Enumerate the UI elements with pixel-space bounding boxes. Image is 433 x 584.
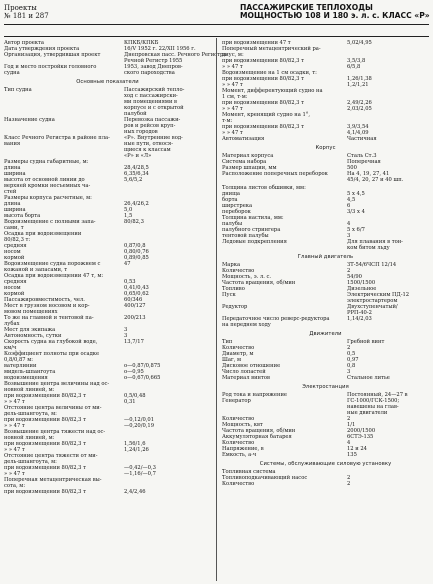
spec-label: Передаточное число реверс-редуктора [222,316,330,322]
spec-row [222,245,429,251]
spec-value: 60/346 [124,297,143,303]
spec-value: 135 [347,452,357,458]
spec-value: 5 х 4,5 [347,191,365,197]
spec-label: судна [4,70,20,76]
spec-label: палубы [222,221,243,227]
spec-label: Топливная система [222,469,276,475]
spec-value: 1,24/1,26 [124,447,149,453]
spec-value: ров и рейсов круп- [124,123,176,129]
spec-value: «Р». Внутренние вод- [124,135,183,141]
spec-label: Мощность, квт [222,422,263,428]
spec-value: На 4, 19, 27, 41 [347,171,390,177]
spec-label: Мест в грузном носовом и кор- [4,303,90,309]
spec-label: Расположение поперечных переборок [222,171,328,177]
spec-label: длина [4,201,21,207]
spec-label: Коэффициент полноты при осадке [4,351,100,357]
column-divider [216,38,217,581]
spec-label: Размеры корпуса расчетные, м: [4,195,92,201]
spec-label: водоизмещения [4,375,48,381]
section-heading: Главный двигатель [297,254,354,260]
spec-value: 1,56/1,6 [124,441,146,447]
spec-value: 3 [124,327,128,333]
spec-label: кормой [4,291,25,297]
project-numbers: № 181 и 287 [4,12,49,20]
spec-label: Генератор [222,398,251,404]
spec-label: палубного стрингера [222,227,281,233]
spec-label: ватерлинии [4,363,37,369]
spec-value: 26,4/26,2 [124,201,149,207]
spec-label: Ледовые подкрепления [222,239,287,245]
project-header [4,4,94,20]
spec-label: Род тока и напряжение [222,392,287,398]
spec-value: ные пути, относя- [124,141,173,147]
spec-label: » » 47 т [4,423,25,429]
spec-label: носом [4,249,21,255]
spec-value: 500 [347,165,357,171]
spec-label: при водоизмещении 80/82,3 т [4,441,86,447]
spec-label: диус, м: [222,52,244,58]
spec-value: 400/127 [124,303,146,309]
spec-value: 0,8 [347,363,356,369]
spec-label: т·м: [222,118,233,124]
spec-label: высота от основной линии до [4,177,85,183]
spec-value: 1,14/2,03 [347,316,372,322]
spec-label: Мест для экипажа [4,327,56,333]
spec-label: новной линией, м: [4,435,55,441]
spec-value: Постоянный, 24—27 в [347,392,408,398]
spec-value: 16/V 1952 г. 22/XII 1956 г. [124,46,196,52]
spec-label: Толщина настила, мм: [222,215,284,221]
spec-value: —0,12/0,01 [124,417,155,423]
project-label: Проекты [4,4,37,12]
spec-label: Назначение судна [4,117,55,123]
spec-label: кожаной и запасами, т [4,267,68,273]
spec-value: ЗТ-54/6ЧСП 12/14 [347,262,397,268]
spec-label: лубах [4,321,20,327]
spec-label: 0,8/0,87 м: [4,357,33,363]
spec-value: —0,42/—0,3 [124,465,156,471]
spec-value: 3 [347,233,351,239]
vessel-subtitle: МОЩНОСТЬЮ 108 И 180 э. л. с. КЛАСС «Р» [240,11,430,20]
spec-label: » » 47 т [4,399,25,405]
spec-label: кормой [4,255,25,261]
spec-label: мидель-шпангоута [4,369,56,375]
spec-label: при водоизмещении 80/82,3 т [4,465,86,471]
spec-value: 2000/1500 [347,428,376,434]
spec-value: Стальное литье [347,375,390,381]
spec-label: Аккумуляторная батарея [222,434,292,440]
spec-value: о—0,95 [124,369,144,375]
spec-value: 1500/1500 [347,280,376,286]
spec-row [222,375,429,381]
spec-value: щиеся к классам [124,147,171,153]
spec-value: 6/5,8 [347,64,361,70]
spec-value: 1953, завод Днепров- [124,64,183,70]
spec-label: Осадка при водоизмещении 47 т, м: [4,273,104,279]
spec-label: » » 47 т [4,447,25,453]
spec-value: 2 [347,416,351,422]
spec-value: 3/3 х 4 [347,209,365,215]
spec-row [4,489,211,495]
spec-label: переборок [222,209,251,215]
spec-value: 0,89/0,85 [124,255,149,261]
spec-label: Количество [222,345,255,351]
spec-label: вания [4,141,21,147]
spec-label: Количество [222,440,255,446]
spec-label: Скорость судна на глубокой воде, [4,339,98,345]
spec-value: 0,80/0,76 [124,249,149,255]
spec-value: 6 [347,203,351,209]
spec-label [222,245,347,251]
spec-label: Пассажировместимость, чел. [4,297,85,303]
spec-label: дель-шпангоута, м: [4,411,57,417]
spec-value: 2 [347,345,351,351]
spec-label: Автономность, сутки [4,333,62,339]
spec-value: Перевозка пассажи- [124,117,181,123]
spec-label: Дисковое отношение [222,363,281,369]
section-heading: Системы, обслуживающие силовую установку [259,461,392,467]
spec-value: Частичная [347,136,377,142]
right-column [222,40,429,487]
spec-label: » » 47 т [222,130,243,136]
spec-label: днища [222,191,241,197]
spec-label: Водоизмещение судна порожнем с [4,261,101,267]
spec-value: «Р» и «Л» [124,153,152,159]
spec-label: Момент, дифферентующий судно на [222,88,323,94]
spec-value: ского пароходства [124,70,175,76]
spec-value: 3 [124,333,128,339]
spec-label: средняя [4,279,27,285]
spec-value: Сталь Ст.3 [347,153,377,159]
spec-label: Год и место постройки головного [4,64,97,70]
spec-label: Поперечный метацентрический ра- [222,46,321,52]
spec-value: Дизельное [347,286,377,292]
spec-label: Шаг, м [222,357,242,363]
spec-label: Размеры судна габаритные, м: [4,159,89,165]
left-column [4,40,227,495]
spec-label: сота, м: [4,483,26,489]
header-rule-top [4,24,429,25]
spec-value: 0,5/0,48 [124,393,146,399]
spec-label: Топливо [222,286,245,292]
spec-value: 4 [347,221,351,227]
spec-value: 3,5/3,8 [347,58,366,64]
spec-label: » » 47 т [222,82,243,88]
spec-label: Тип судна [4,87,32,93]
spec-label: Класс Речного Регистра в районе пла- [4,135,110,141]
spec-value: Речной Регистр 1955 [124,58,183,64]
spec-value: 5,02/4,95 [347,40,372,46]
spec-label: Материал корпуса [222,153,274,159]
spec-value: ком битом льду [347,245,390,251]
spec-label: Емкость, а·ч [222,452,257,458]
spec-label: км/ч [4,345,17,351]
spec-value: 1,26/1,38 [347,76,372,82]
spec-value: 0,31 [124,399,136,405]
spec-value: 1,2/1,21 [347,82,369,88]
spec-label: Число лопастей [222,369,266,375]
spec-value: 1/1 [347,422,356,428]
spec-label: борта [222,197,238,203]
spec-label: Размер шпации, мм [222,165,277,171]
spec-value: Днепровская пасс. Речного Регистра [124,52,227,58]
spec-value: Гребной винт [347,339,385,345]
spec-label: при водоизмещении 80/82,3 т [222,76,304,82]
spec-value: 2 [347,268,351,274]
spec-label: Частота вращения, об/мин [222,428,296,434]
spec-value: ми помещениями в [124,99,177,105]
spec-value: 4 [347,440,351,446]
spec-value: 1,5 [124,213,133,219]
spec-label: Автор проекта [4,40,44,46]
spec-value: 45/4, 20, 27 и 40 шп. [347,177,404,183]
section-heading: Корпус [315,145,336,151]
spec-label: дель-шпангоута, м: [4,459,57,465]
spec-label: высота борта [4,213,41,219]
spec-label: 80/82,3 т: [4,237,31,243]
spec-value: 3,9/3,54 [347,124,369,130]
spec-value: 0,65/0,62 [124,291,149,297]
spec-label: средняя [4,243,27,249]
spec-label: Организация, утвердившая проект [4,52,101,58]
spec-value: 2,49/2,26 [347,100,372,106]
spec-value: 200/213 [124,315,146,321]
spec-label: Отстояние центра величины от ми- [4,405,102,411]
spec-value: электростартером [347,298,398,304]
spec-label: ширстрека [222,203,253,209]
spec-label: ширина [4,207,26,213]
spec-value: —1,16/—0,7 [124,471,156,477]
spec-label: тентовой палубы [222,233,269,239]
spec-value: Поперечная [347,159,381,165]
spec-value: о—0,87/0,875 [124,363,161,369]
spec-label: Толщина листов обшивки, мм: [222,185,306,191]
spec-label: То же на главной и тентовой па- [4,315,94,321]
spec-label: мовом помещениях [4,309,58,315]
spec-label: верхней кромки несъемных ча- [4,183,91,189]
spec-value: 0,87/0,8 [124,243,146,249]
spec-label: Возвышение центра тяжести над ос- [4,429,106,435]
spec-value: 3 [347,369,351,375]
spec-value: о—0,67/0,665 [124,375,161,381]
spec-row [222,322,429,328]
spec-value: 6,35/6,34 [124,171,149,177]
section-heading: Электростанция [302,384,349,390]
spec-value: 5,0 [124,207,133,213]
spec-row [222,177,429,183]
spec-label [222,177,347,183]
spec-label: при водоизмещении 47 т [222,40,291,46]
spec-value: корпусе и с открытой [124,105,184,111]
spec-value: 54/90 [347,274,362,280]
spec-label: Диаметр, м [222,351,254,357]
section-heading: Основные показатели [76,79,139,85]
spec-value: ные двигатели [347,410,388,416]
spec-label: Водоизмещение с полными запа- [4,219,96,225]
spec-row [222,136,429,142]
spec-label: Система набора [222,159,267,165]
spec-label: Мощность, э. л. с. [222,274,272,280]
spec-label: при водоизмещении 80/82,3 т [4,393,86,399]
spec-value: 0,53 [124,279,136,285]
spec-value: 6СТЭ-135 [347,434,374,440]
spec-value: Двухступенчатый/ [347,304,398,310]
spec-label: при водоизмещении 80/82,3 т [222,124,304,130]
spec-value: Для плавания в тон- [347,239,403,245]
spec-label: Водоизмещение на 1 см осадки, т: [222,70,317,76]
spec-value: ГС-1000/ГСК-1500; [347,398,400,404]
spec-value: 28,4/28,5 [124,165,149,171]
spec-label: при водоизмещении 80/82,3 т [222,100,304,106]
spec-row [222,452,429,458]
spec-label: Момент, кренящий судно на 1°, [222,112,311,118]
spec-label: Отстояние центра тяжести от ми- [4,453,98,459]
spec-label: 1 см, т·м: [222,94,248,100]
spec-value: 0,41/0,43 [124,285,149,291]
spec-label: при водоизмещении 80/82,3 т [4,417,86,423]
spec-label: Поперечная метацентрическая вы- [4,477,102,483]
section-heading: Движители [309,331,342,337]
spec-label: длина [4,165,21,171]
spec-row [4,70,211,76]
spec-value: палубой [124,111,147,117]
spec-label: » » 47 т [4,471,25,477]
spec-label: при водоизмещении 80/82,3 т [222,58,304,64]
spec-value: 4,1/4,09 [347,130,369,136]
spec-label: Тип [222,339,233,345]
spec-label: Топливоподкачивающий насос [222,475,308,481]
vessel-title-block [240,4,430,20]
spec-value: 12 и 24 [347,446,367,452]
spec-value: 47 [124,261,131,267]
spec-value: 2 [347,481,351,487]
spec-value: 2 [347,475,351,481]
spec-value: 0,97 [347,357,359,363]
spec-label: Осадка при водоизмещении [4,231,82,237]
spec-label: при водоизмещении 80/82,3 т [4,489,86,495]
spec-label: Марка [222,262,241,268]
spec-value: 5,6/5,2 [124,177,143,183]
spec-value: —0,20/0,19 [124,423,155,429]
spec-label: Возвышение центра величины над ос- [4,381,110,387]
spec-label: » » 47 т [222,106,243,112]
spec-label: сами, т [4,225,24,231]
spec-label: носом [4,285,21,291]
spec-label: Автоматизация [222,136,265,142]
spec-row [222,481,429,487]
spec-value: РРП-40-2 [347,310,372,316]
spec-label: Дата утверждения проекта [4,46,80,52]
vessel-title: ПАССАЖИРСКИЕ ТЕПЛОХОДЫ [240,3,373,12]
spec-label: Пуск [222,292,236,298]
spec-value: 0,5 [347,351,356,357]
spec-value: 4,5 [347,197,356,203]
spec-label: Напряжение, в [222,446,264,452]
spec-label: Количество [222,268,255,274]
spec-value: 13,7/17 [124,339,144,345]
spec-label: Материал винтов [222,375,270,381]
spec-value: Электрическим ПД-12 [347,292,410,298]
spec-label: ширина [4,171,26,177]
spec-value: 80/82,3 [124,219,144,225]
spec-value [347,322,429,328]
spec-label: на переднем ходу [222,322,271,328]
spec-value: ных городов [124,129,158,135]
spec-label: Количество [222,416,255,422]
spec-value: ход с пассажирски- [124,93,178,99]
spec-label: новной линией, м: [4,387,55,393]
spec-value: 2,03/2,05 [347,106,372,112]
spec-value: навешены на глав- [347,404,399,410]
header-rule-bottom [4,36,429,37]
spec-value: Пассажирский тепло- [124,87,185,93]
spec-label: стей [4,189,17,195]
spec-label: Количество [222,481,255,487]
spec-value: КПКБ/КПКБ [124,40,159,46]
spec-value: 5 х 6/7 [347,227,365,233]
spec-value: 2,4/2,46 [124,489,146,495]
spec-label: Частота вращения, об/мин [222,280,296,286]
spec-label: Редуктор [222,304,248,310]
spec-label: » » 47 т [222,64,243,70]
